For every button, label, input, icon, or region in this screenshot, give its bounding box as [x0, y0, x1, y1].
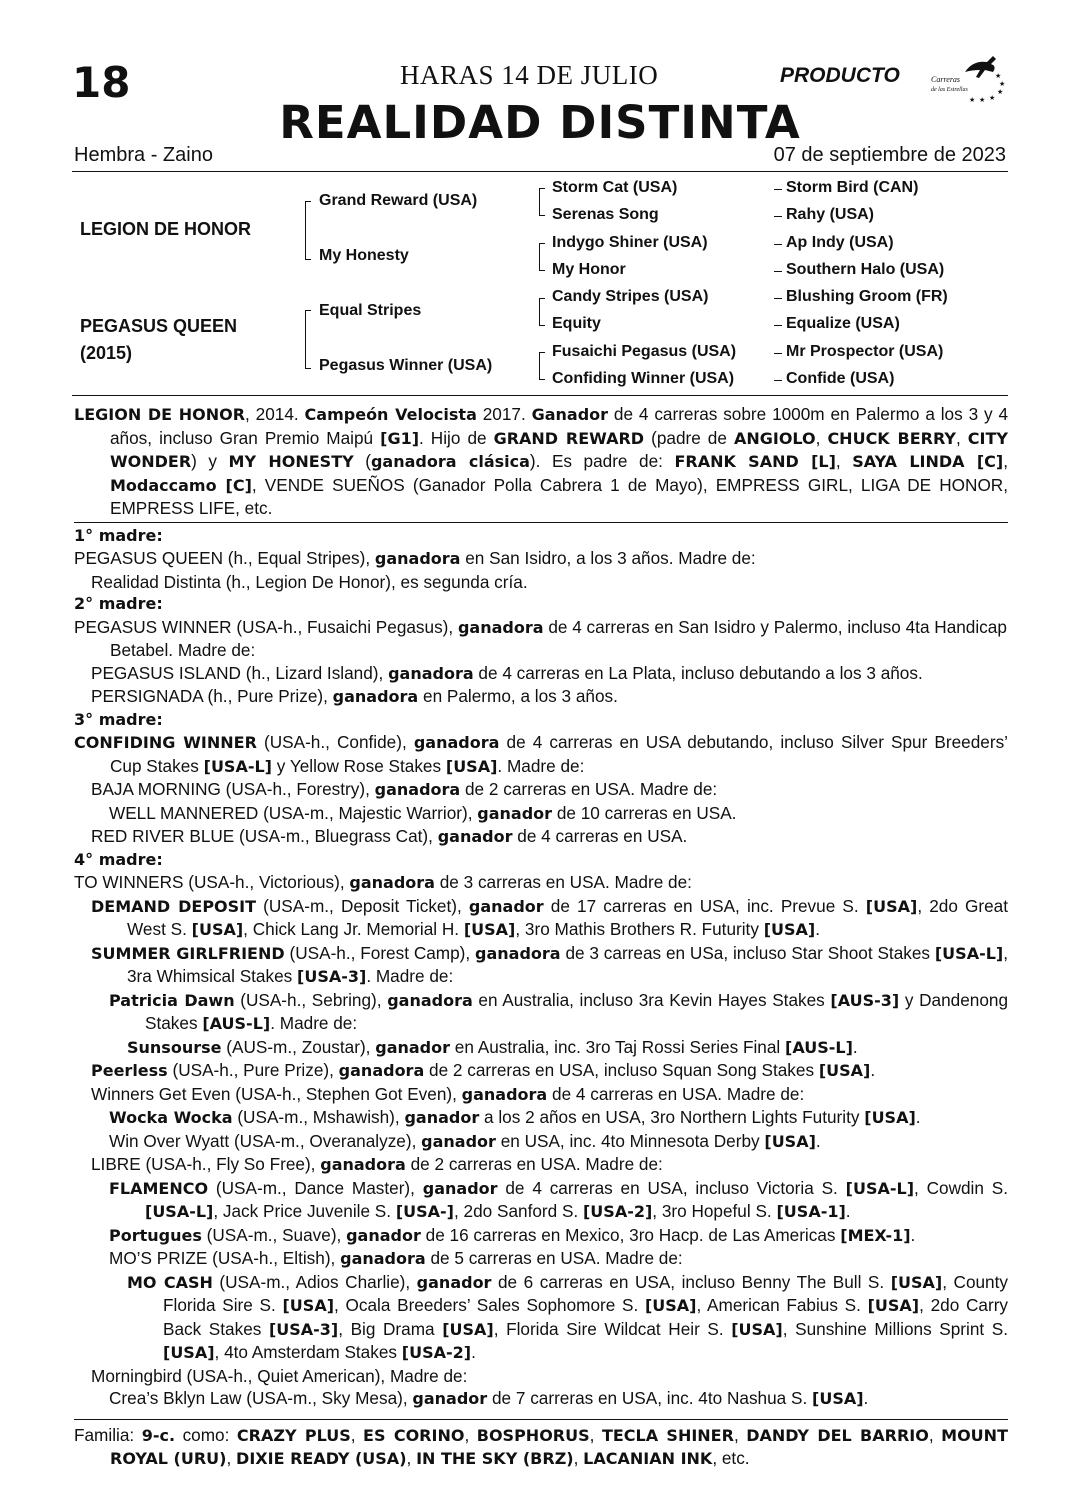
tick	[774, 189, 782, 190]
svg-text:Carreras: Carreras	[931, 75, 961, 84]
grandsire: Equal Stripes	[319, 302, 422, 319]
produce-entry: Winners Get Even (USA-h., Stephen Got Even), ganadora de 4 carreras en USA. Madre de:	[91, 1083, 805, 1104]
dam-entry: PEGASUS WINNER (USA-h., Fusaichi Pegasus), ganadora de 4 carreras en San Isidro y Palermo, incluso 4ta Handicap Betabel. Madre de:	[74, 616, 1007, 660]
produce-entry: FLAMENCO (USA-m., Dance Master), ganador de 4 carreras en USA, incluso Victoria S. [USA-L], Cowdin S. [USA-L], Jack Price Juvenile S. [USA-], 2do Sanford S. [USA-2], 3ro Hopeful S. [USA-1].	[109, 1177, 1008, 1221]
dam: PEGASUS QUEEN	[80, 316, 238, 336]
granddam: My Honesty	[319, 247, 409, 264]
section-heading: 2° madre:	[74, 594, 163, 613]
dam-entry: TO WINNERS (USA-h., Victorious), ganadora de 3 carreras en USA. Madre de:	[74, 872, 692, 892]
section-heading: 3° madre:	[74, 709, 163, 729]
dam-year: (2015)	[80, 343, 133, 363]
tick	[774, 271, 782, 272]
catalog-body	[74, 403, 1008, 1471]
granddam: Pegasus Winner (USA)	[319, 357, 493, 374]
pedigree-gen4: Equalize (USA)	[786, 315, 900, 332]
lot-number: 18	[72, 58, 131, 107]
pedigree-gen4: Storm Bird (CAN)	[786, 179, 919, 196]
pedigree-gen4: Confide (USA)	[786, 370, 895, 387]
svg-text:★: ★	[979, 96, 986, 104]
pedigree-gen3: Equity	[552, 315, 601, 332]
bracket	[305, 201, 311, 260]
pedigree-gen4: Rahy (USA)	[786, 206, 875, 223]
produce-entry: MO’S PRIZE (USA-h., Eltish), ganadora de 5 carreras en USA. Madre de:	[109, 1248, 683, 1268]
bracket	[539, 298, 545, 326]
produce-entry: PEGASUS ISLAND (h., Lizard Island), ganadora de 4 carreras en La Plata, incluso debutando a los 3 años.	[91, 662, 923, 683]
family-paragraph: Familia: 9-c. como: CRAZY PLUS, ES CORINO, BOSPHORUS, TECLA SHINER, DANDY DEL BARRIO, MOUNT ROYAL (URU), DIXIE READY (USA), IN THE SKY (BRZ), LACANIAN INK, etc.	[74, 1424, 1008, 1468]
section-heading: 1° madre:	[74, 525, 163, 545]
section-heading: 4° madre:	[74, 849, 163, 869]
pedigree-gen4: Blushing Groom (FR)	[786, 288, 948, 305]
farm-name: HARAS 14 DE JULIO	[400, 60, 659, 90]
horse-name: REALIDAD DISTINTA	[279, 96, 801, 149]
produce-entry: WELL MANNERED (USA-m., Majestic Warrior), ganador de 10 carreras en USA.	[109, 802, 737, 823]
grandsire: Grand Reward (USA)	[319, 192, 478, 209]
svg-text:de las Estrellas: de las Estrellas	[931, 87, 968, 93]
produce-entry: Realidad Distinta (h., Legion De Honor), es segunda cría.	[91, 571, 528, 592]
svg-text:★: ★	[997, 88, 1004, 96]
header-divider	[72, 171, 1008, 172]
pedigree-gen3: Indygo Shiner (USA)	[552, 234, 708, 251]
pedigree-gen3: My Honor	[552, 261, 626, 278]
pedigree-gen3: Serenas Song	[552, 206, 659, 223]
pedigree-gen4: Mr Prospector (USA)	[786, 343, 944, 360]
sex-color: Hembra - Zaino	[74, 144, 213, 166]
tick	[774, 244, 782, 245]
produce-entry: BAJA MORNING (USA-h., Forestry), ganadora de 2 carreras en USA. Madre de:	[91, 779, 718, 799]
produce-entry: Win Over Wyatt (USA-m., Overanalyze), ganador en USA, inc. 4to Minnesota Derby [USA].	[109, 1130, 821, 1151]
tick	[774, 216, 782, 217]
divider	[74, 522, 1008, 523]
produce-entry: Portugues (USA-m., Suave), ganador de 16 carreras en Mexico, 3ro Hacp. de Las Americas [MEX-1].	[109, 1224, 916, 1245]
produce-entry: LIBRE (USA-h., Fly So Free), ganadora de 2 carreras en USA. Madre de:	[91, 1154, 663, 1174]
produce-entry: Wocka Wocka (USA-m., Mshawish), ganador a los 2 años en USA, 3ro Northern Lights Futurity [USA].	[109, 1107, 921, 1127]
pedigree-gen3: Storm Cat (USA)	[552, 179, 678, 196]
pedigree-gen3: Fusaichi Pegasus (USA)	[552, 343, 737, 360]
produce-entry: PERSIGNADA (h., Pure Prize), ganadora en Palermo, a los 3 años.	[91, 686, 618, 706]
produce-entry: Sunsourse (AUS-m., Zoustar), ganador en Australia, inc. 3ro Taj Rossi Series Final [AUS-L].	[127, 1036, 858, 1057]
category-label: PRODUCTO	[780, 64, 900, 87]
tick	[774, 325, 782, 326]
bracket	[539, 352, 545, 380]
produce-entry: Peerless (USA-h., Pure Prize), ganadora de 2 carreras en USA, incluso Squan Song Stakes [USA].	[91, 1060, 876, 1080]
sire: LEGION DE HONOR	[80, 219, 252, 239]
dam-entry: CONFIDING WINNER (USA-h., Confide), ganadora de 4 carreras en USA debutando, incluso Silver Spur Breeders’ Cup Stakes [USA-L] y Yellow Rose Stakes [USA]. Madre de:	[74, 732, 1008, 776]
bracket	[305, 310, 311, 369]
bracket	[539, 188, 545, 216]
birth-date: 07 de septiembre de 2023	[773, 144, 1006, 166]
svg-text:★: ★	[999, 80, 1006, 88]
dam-entry: PEGASUS QUEEN (h., Equal Stripes), ganadora en San Isidro, a los 3 años. Madre de:	[74, 548, 756, 568]
svg-text:★: ★	[989, 94, 996, 102]
sire-paragraph: LEGION DE HONOR, 2014. Campeón Velocista 2017. Ganador de 4 carreras sobre 1000m en Palermo a los 3 y 4 años, incluso Gran Premio Maipú [G1]. Hijo de GRAND REWARD (padre de ANGIOLO, CHUCK BERRY, CITY WONDER) y MY HONESTY (ganadora clásica). Es padre de: FRANK SAND [L], SAYA LINDA [C], Modaccamo [C], VENDE SUEÑOS (Ganador Polla Cabrera 1 de Mayo), EMPRESS GIRL, LIGA DE HONOR, EMPRESS LIFE, etc.	[74, 404, 1009, 518]
produce-entry: SUMMER GIRLFRIEND (USA-h., Forest Camp), ganadora de 3 carreas en USa, incluso Star Shoot Stakes [USA-L], 3ra Whimsical Stakes [USA-3]. Madre de:	[91, 942, 1008, 986]
produce-entry: Crea’s Bklyn Law (USA-m., Sky Mesa), ganador de 7 carreras en USA, inc. 4to Nashua S. [USA].	[109, 1388, 869, 1408]
divider	[74, 1419, 1008, 1420]
bracket	[539, 243, 545, 271]
pedigree-gen4: Southern Halo (USA)	[786, 261, 945, 278]
svg-text:★: ★	[969, 96, 976, 104]
produce-entry: MO CASH (USA-m., Adios Charlie), ganador de 6 carreras en USA, incluso Benny The Bull S. [USA], County Florida Sire S. [USA], Ocala Breeders’ Sales Sophomore S. [USA], American Fabius S. [USA], 2do Carry Back Stakes [USA-3], Big Drama [USA], Florida Sire Wildcat Heir S. [USA], Sunshine Millions Sprint S. [USA], 4to Amsterdam Stakes [USA-2].	[127, 1271, 1009, 1362]
pedigree-gen3: Confiding Winner (USA)	[552, 370, 735, 387]
produce-entry: DEMAND DEPOSIT (USA-m., Deposit Ticket), ganador de 17 carreras en USA, inc. Prevue S. [USA], 2do Great West S. [USA], Chick Lang Jr. Memorial H. [USA], 3ro Mathis Brothers R. Futurity [USA].	[91, 895, 1009, 939]
produce-entry: RED RIVER BLUE (USA-m., Bluegrass Cat), ganador de 4 carreras en USA.	[91, 826, 688, 846]
tick	[774, 298, 782, 299]
svg-text:★: ★	[995, 72, 1002, 80]
pedigree-gen3: Candy Stripes (USA)	[552, 288, 709, 305]
produce-entry: Morningbird (USA-h., Quiet American), Madre de:	[91, 1365, 468, 1386]
pedigree-divider	[72, 395, 1008, 396]
tick	[774, 353, 782, 354]
tick	[774, 380, 782, 381]
pedigree-gen4: Ap Indy (USA)	[786, 234, 894, 251]
produce-entry: Patricia Dawn (USA-h., Sebring), ganadora en Australia, incluso 3ra Kevin Hayes Stakes [AUS-3] y Dandenong Stakes [AUS-L]. Madre de:	[109, 989, 1009, 1033]
